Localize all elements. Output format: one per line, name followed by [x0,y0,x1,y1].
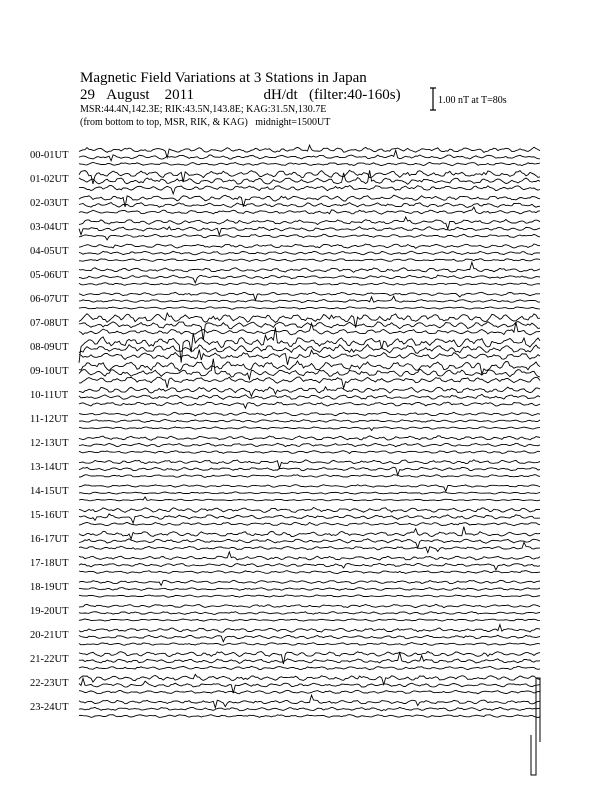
trace-kag [79,652,540,665]
trace-rik [79,227,540,235]
date-year: 2011 [164,87,195,103]
hour-label: 23-24UT [30,702,69,713]
trace-rik [79,467,540,475]
trace-msr [79,475,540,478]
trace-rik [79,251,540,255]
trace-msr [79,690,540,694]
trace-msr [79,259,540,262]
hour-label: 02-03UT [30,198,69,209]
trace-rik [79,275,540,283]
hour-label: 12-13UT [30,438,69,449]
trace-rik [79,612,540,615]
quantity-label: dH/dt [263,87,298,103]
station-coordinates: MSR:44.4N,142.3E; RIK:43.5N,143.8E; KAG:31.5N,130.7E [80,104,327,115]
hour-label: 16-17UT [30,534,69,545]
trace-kag [79,262,540,272]
trace-msr [79,497,540,501]
trace-kag [79,604,540,607]
trace-msr [79,207,540,214]
trace-kag [79,485,540,492]
hour-label: 00-01UT [30,150,69,161]
trace-msr [79,377,540,388]
hour-label: 17-18UT [30,558,69,569]
hour-label: 15-16UT [30,510,69,521]
trace-msr [79,234,540,240]
scale-bar-label: 1.00 nT at T=80s [438,95,507,106]
hour-label: 22-23UT [30,678,69,689]
hour-label: 01-02UT [30,174,69,185]
trace-msr [79,402,540,408]
trace-msr [79,595,540,597]
trace-msr [79,307,540,309]
trace-rik [79,443,540,446]
hour-label: 11-12UT [30,414,69,425]
trace-kag [79,387,540,397]
trace-kag [79,625,540,633]
hour-label: 03-04UT [30,222,69,233]
hour-label: 19-20UT [30,606,69,617]
hour-label: 13-14UT [30,462,69,473]
trace-msr [79,283,540,286]
date-month: August [106,87,150,103]
trace-kag [79,674,540,684]
hour-label: 08-09UT [30,342,69,353]
trace-rik [79,296,540,302]
hour-label: 09-10UT [30,366,69,377]
hour-label: 14-15UT [30,486,69,497]
trace-kag [79,552,540,560]
trace-rik [79,492,540,494]
trace-rik [79,345,540,354]
hour-label: 20-21UT [30,630,69,641]
midnight-note: midnight=1500UT [255,117,331,128]
trace-msr [79,427,540,431]
trace-kag [79,460,540,469]
trace-rik [79,420,540,423]
trace-msr [79,666,540,669]
trace-kag [79,508,540,513]
trace-kag [79,145,540,157]
hour-label: 06-07UT [30,294,69,305]
trace-kag [79,580,540,585]
hour-label: 18-19UT [30,582,69,593]
hour-label: 04-05UT [30,246,69,257]
filter-label: (filter:40-160s) [308,87,401,103]
hour-label: 05-06UT [30,270,69,281]
trace-msr [79,451,540,454]
trace-rik [79,150,540,161]
trace-kag [79,436,540,441]
trace-msr [79,643,540,646]
hour-label: 07-08UT [30,318,69,329]
trace-msr [79,619,540,621]
trace-rik [79,563,540,570]
chart-title: Magnetic Field Variations at 3 Stations in Japan [80,70,367,86]
trace-msr [79,350,540,365]
trace-kag [79,217,540,229]
date-day: 29 [80,87,95,103]
trace-kag [79,244,540,248]
trace-rik [79,588,540,591]
trace-kag [79,695,540,708]
trace-msr [79,162,540,165]
trace-msr [79,715,540,718]
trace-rik [79,707,540,711]
hour-label: 10-11UT [30,390,69,401]
trace-rik [79,514,540,523]
trace-rik [79,203,540,208]
trace-msr [79,186,540,194]
trace-rik [79,359,540,380]
trace-kag [79,412,540,416]
scale-bar [430,88,436,110]
trace-kag [79,527,540,539]
order-note: (from bottom to top, MSR, RIK, & KAG) [80,117,248,128]
trace-kag [79,292,540,300]
trace-msr [79,542,540,552]
trace-msr [79,571,540,574]
trace-rik [79,635,540,641]
trace-rik [79,394,540,399]
trace-msr [79,522,540,525]
hour-label: 21-22UT [30,654,69,665]
